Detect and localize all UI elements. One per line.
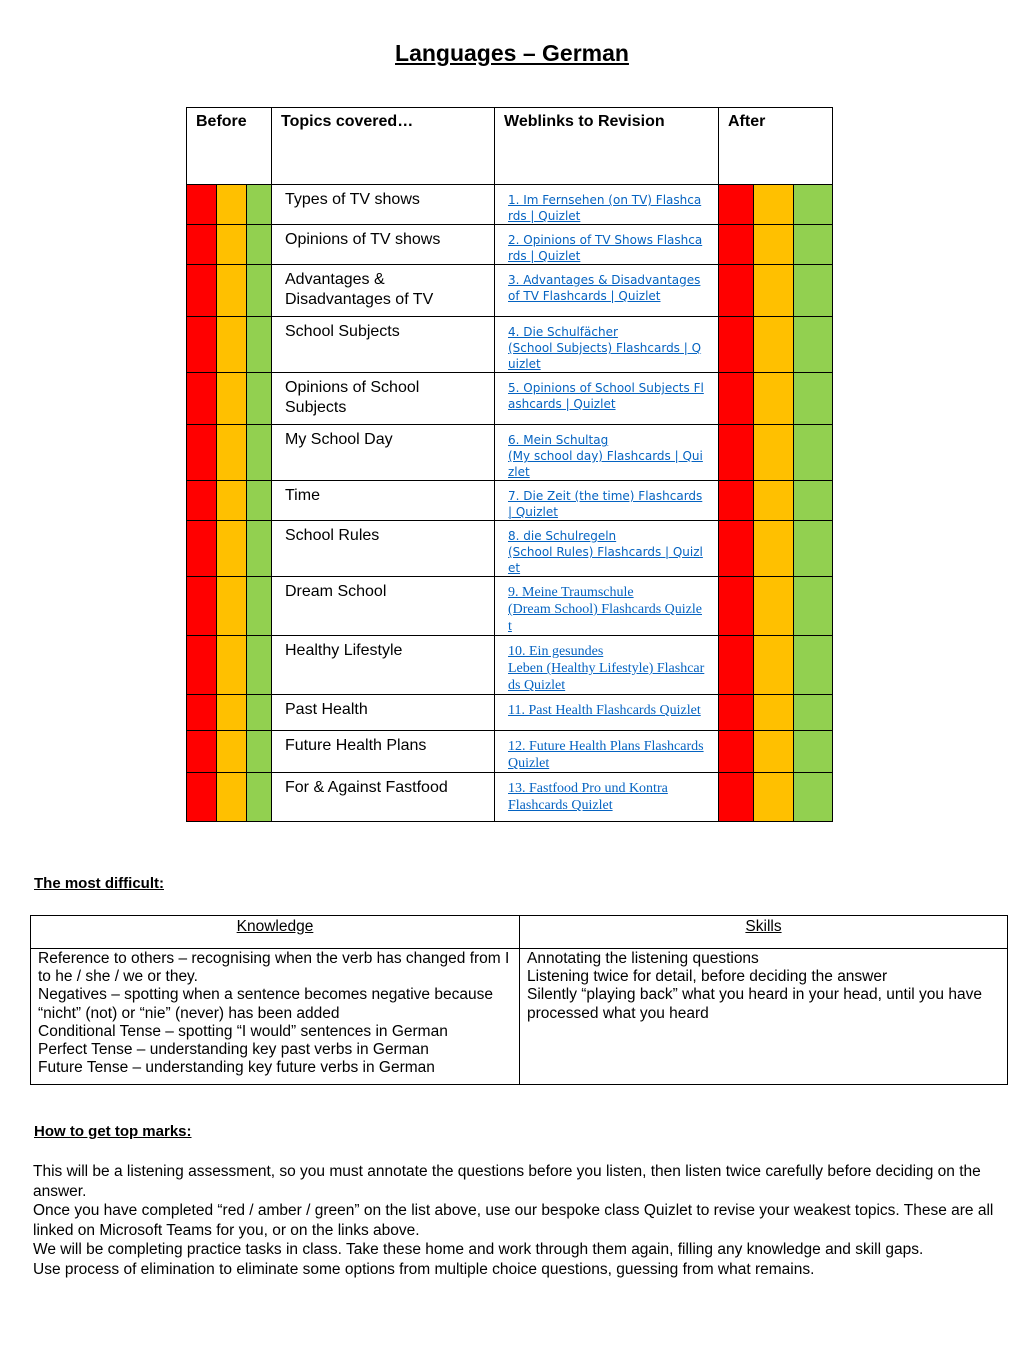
- after-red-cell[interactable]: [719, 636, 754, 695]
- link-text[interactable]: 10. Ein gesundes: [508, 644, 604, 659]
- topic-cell: School Subjects: [272, 317, 495, 373]
- topic-cell: Dream School: [272, 577, 495, 636]
- quizlet-link[interactable]: [508, 584, 705, 635]
- after-red-cell[interactable]: [719, 521, 754, 577]
- before-green-cell[interactable]: [247, 425, 272, 481]
- after-green-cell[interactable]: [794, 265, 833, 317]
- skills-header: Skills: [520, 916, 1008, 949]
- after-amber-cell[interactable]: [754, 185, 794, 225]
- link-text[interactable]: 1. Im Fernsehen (on TV) Flashcards | Quizlet: [508, 193, 702, 223]
- weblink-cell: [495, 185, 719, 225]
- after-amber-cell[interactable]: [754, 225, 794, 265]
- topic-cell: For & Against Fastfood: [272, 773, 495, 822]
- top-marks-paragraph: Once you have completed “red / amber / green” on the list above, use our bespoke class Quizlet to revise your weakest topics. These are all linked on Microsoft Teams for you, or on the links above.: [33, 1202, 994, 1239]
- before-red-cell[interactable]: [187, 317, 217, 373]
- knowledge-line: Future Tense – understanding key future verbs in German: [38, 1059, 435, 1077]
- after-green-cell[interactable]: [794, 773, 833, 822]
- after-green-cell[interactable]: [794, 636, 833, 695]
- after-amber-cell[interactable]: [754, 695, 794, 731]
- weblink-cell: [495, 425, 719, 481]
- before-amber-cell[interactable]: [217, 731, 247, 773]
- weblink-cell: [495, 317, 719, 373]
- quizlet-link[interactable]: [508, 738, 705, 772]
- before-green-cell[interactable]: [247, 731, 272, 773]
- before-green-cell[interactable]: [247, 773, 272, 822]
- skills-line: Silently “playing back” what you heard in your head, until you have processed what you heard: [527, 986, 982, 1022]
- weblink-cell: [495, 373, 719, 425]
- top-marks-paragraph: Use process of elimination to eliminate some options from multiple choice questions, guessing from what remains.: [33, 1260, 815, 1278]
- table-row: [187, 425, 833, 481]
- before-amber-cell[interactable]: [217, 577, 247, 636]
- weblink-cell: [495, 695, 719, 731]
- after-red-cell[interactable]: [719, 373, 754, 425]
- table-row: [187, 773, 833, 822]
- before-amber-cell[interactable]: [217, 521, 247, 577]
- after-red-cell[interactable]: [719, 695, 754, 731]
- weblink-cell: [495, 636, 719, 695]
- topic-cell: Advantages & Disadvantages of TV: [272, 265, 495, 317]
- topic-cell: Opinions of TV shows: [272, 225, 495, 265]
- skills-cell: [520, 949, 1008, 1085]
- knowledge-line: Reference to others – recognising when the verb has changed from I to he / she / we or they.: [38, 950, 510, 986]
- before-amber-cell[interactable]: [217, 185, 247, 225]
- before-green-cell[interactable]: [247, 373, 272, 425]
- after-green-cell[interactable]: [794, 185, 833, 225]
- after-amber-cell[interactable]: [754, 521, 794, 577]
- link-text[interactable]: 6. Mein Schultag: [508, 433, 609, 447]
- table-row: [187, 225, 833, 265]
- after-amber-cell[interactable]: [754, 425, 794, 481]
- before-red-cell[interactable]: [187, 481, 217, 521]
- most-difficult-heading: The most difficult:: [34, 875, 164, 892]
- link-text[interactable]: 11. Past Health Flashcards Quizlet: [508, 703, 701, 718]
- table-row: [187, 317, 833, 373]
- top-marks-heading: How to get top marks:: [34, 1123, 192, 1140]
- link-text[interactable]: (School Rules) Flashcards | Quizlet: [508, 545, 703, 575]
- table-row: [187, 577, 833, 636]
- link-text[interactable]: 13. Fastfood Pro und Kontra: [508, 781, 668, 796]
- topic-cell: Types of TV shows: [272, 185, 495, 225]
- table-row: [187, 185, 833, 225]
- after-red-cell[interactable]: [719, 425, 754, 481]
- page-title: Languages – German: [395, 40, 629, 66]
- before-amber-cell[interactable]: [217, 317, 247, 373]
- weblink-cell: [495, 731, 719, 773]
- weblink-cell: [495, 521, 719, 577]
- after-green-cell[interactable]: [794, 577, 833, 636]
- quizlet-link[interactable]: [508, 232, 705, 264]
- link-text[interactable]: (School Subjects) Flashcards | Quizlet: [508, 341, 702, 371]
- link-text[interactable]: 5. Opinions of School Subjects Flashcards | Quizlet: [508, 381, 704, 411]
- topic-cell: My School Day: [272, 425, 495, 481]
- quizlet-link[interactable]: [508, 324, 705, 372]
- top-marks-paragraph: This will be a listening assessment, so you must annotate the questions before you listen, then listen twice carefully before deciding on the answer.: [33, 1163, 981, 1200]
- skills-line: Listening twice for detail, before deciding the answer: [527, 968, 888, 986]
- before-header: Before: [187, 108, 272, 185]
- knowledge-line: Conditional Tense – spotting “I would” sentences in German: [38, 1022, 448, 1040]
- before-green-cell[interactable]: [247, 185, 272, 225]
- after-green-cell[interactable]: [794, 731, 833, 773]
- before-red-cell[interactable]: [187, 521, 217, 577]
- link-text[interactable]: (My school day) Flashcards | Quizlet: [508, 449, 703, 479]
- after-amber-cell[interactable]: [754, 373, 794, 425]
- after-green-cell[interactable]: [794, 521, 833, 577]
- link-text[interactable]: 8. die Schulregeln: [508, 529, 617, 543]
- before-amber-cell[interactable]: [217, 373, 247, 425]
- before-green-cell[interactable]: [247, 317, 272, 373]
- after-green-cell[interactable]: [794, 373, 833, 425]
- weblink-cell: [495, 265, 719, 317]
- quizlet-link[interactable]: [508, 380, 705, 412]
- after-red-cell[interactable]: [719, 481, 754, 521]
- after-green-cell[interactable]: [794, 695, 833, 731]
- after-amber-cell[interactable]: [754, 731, 794, 773]
- after-amber-cell[interactable]: [754, 773, 794, 822]
- after-red-cell[interactable]: [719, 731, 754, 773]
- after-amber-cell[interactable]: [754, 636, 794, 695]
- quizlet-link[interactable]: [508, 432, 705, 480]
- before-red-cell[interactable]: [187, 265, 217, 317]
- after-red-cell[interactable]: [719, 773, 754, 822]
- link-text[interactable]: (Dream School) Flashcards Quizlet: [508, 602, 702, 634]
- before-green-cell[interactable]: [247, 225, 272, 265]
- before-amber-cell[interactable]: [217, 481, 247, 521]
- link-text[interactable]: 7. Die Zeit (the time) Flashcards | Quizlet: [508, 489, 703, 519]
- after-amber-cell[interactable]: [754, 577, 794, 636]
- topics-header: Topics covered…: [272, 108, 495, 185]
- table-row: [187, 373, 833, 425]
- quizlet-link[interactable]: [508, 643, 705, 694]
- link-text[interactable]: 9. Meine Traumschule: [508, 585, 634, 600]
- after-green-cell[interactable]: [794, 225, 833, 265]
- topic-cell: Past Health: [272, 695, 495, 731]
- knowledge-line: Negatives – spotting when a sentence becomes negative because “nicht” (not) or “nie” (never) has been added: [38, 986, 493, 1022]
- quizlet-link[interactable]: [508, 702, 705, 719]
- link-text[interactable]: 4. Die Schulfächer: [508, 325, 618, 339]
- table-row: [187, 731, 833, 773]
- quizlet-link[interactable]: [508, 528, 705, 576]
- quizlet-link[interactable]: [508, 780, 705, 814]
- weblink-cell: [495, 225, 719, 265]
- before-green-cell[interactable]: [247, 695, 272, 731]
- weblinks-header: Weblinks to Revision: [495, 108, 719, 185]
- after-red-cell[interactable]: [719, 185, 754, 225]
- table-header-row: [187, 108, 833, 185]
- before-red-cell[interactable]: [187, 185, 217, 225]
- quizlet-link[interactable]: [508, 192, 705, 224]
- before-amber-cell[interactable]: [217, 773, 247, 822]
- before-green-cell[interactable]: [247, 265, 272, 317]
- link-text[interactable]: 12. Future Health Plans Flashcards Quizlet: [508, 739, 704, 771]
- before-red-cell[interactable]: [187, 636, 217, 695]
- quizlet-link[interactable]: [508, 488, 705, 520]
- after-amber-cell[interactable]: [754, 317, 794, 373]
- before-red-cell[interactable]: [187, 373, 217, 425]
- table-row: [187, 265, 833, 317]
- revision-tracker-table: [186, 107, 833, 822]
- before-amber-cell[interactable]: [217, 425, 247, 481]
- topic-cell: Healthy Lifestyle: [272, 636, 495, 695]
- after-header: After: [719, 108, 833, 185]
- before-green-cell[interactable]: [247, 521, 272, 577]
- skills-line: Annotating the listening questions: [527, 950, 759, 967]
- topic-cell: Future Health Plans: [272, 731, 495, 773]
- link-text[interactable]: Flashcards Quizlet: [508, 798, 613, 813]
- after-red-cell[interactable]: [719, 225, 754, 265]
- after-red-cell[interactable]: [719, 577, 754, 636]
- before-green-cell[interactable]: [247, 577, 272, 636]
- knowledge-skills-body-row: [31, 949, 1008, 1085]
- after-red-cell[interactable]: [719, 265, 754, 317]
- after-green-cell[interactable]: [794, 425, 833, 481]
- weblink-cell: [495, 773, 719, 822]
- before-amber-cell[interactable]: [217, 695, 247, 731]
- before-red-cell[interactable]: [187, 731, 217, 773]
- after-green-cell[interactable]: [794, 481, 833, 521]
- link-text[interactable]: 2. Opinions of TV Shows Flashcards | Quizlet: [508, 233, 703, 263]
- topic-cell: School Rules: [272, 521, 495, 577]
- link-text[interactable]: Leben (Healthy Lifestyle) Flashcards Quizlet: [508, 661, 705, 693]
- after-red-cell[interactable]: [719, 317, 754, 373]
- after-amber-cell[interactable]: [754, 481, 794, 521]
- top-marks-text: [33, 1162, 998, 1280]
- before-red-cell[interactable]: [187, 425, 217, 481]
- table-row: [187, 521, 833, 577]
- before-amber-cell[interactable]: [217, 265, 247, 317]
- before-green-cell[interactable]: [247, 481, 272, 521]
- after-amber-cell[interactable]: [754, 265, 794, 317]
- before-amber-cell[interactable]: [217, 636, 247, 695]
- knowledge-skills-table: [30, 915, 1008, 1085]
- before-red-cell[interactable]: [187, 773, 217, 822]
- table-row: [187, 636, 833, 695]
- knowledge-header: Knowledge: [31, 916, 520, 949]
- before-amber-cell[interactable]: [217, 225, 247, 265]
- knowledge-skills-header-row: [31, 916, 1008, 949]
- topic-cell: Opinions of School Subjects: [272, 373, 495, 425]
- before-green-cell[interactable]: [247, 636, 272, 695]
- knowledge-line: Perfect Tense – understanding key past verbs in German: [38, 1041, 429, 1059]
- topic-cell: Time: [272, 481, 495, 521]
- before-red-cell[interactable]: [187, 225, 217, 265]
- table-row: [187, 481, 833, 521]
- knowledge-cell: [31, 949, 520, 1085]
- table-row: [187, 695, 833, 731]
- link-text[interactable]: 3. Advantages & Disadvantages of TV Flashcards | Quizlet: [508, 273, 701, 303]
- weblink-cell: [495, 481, 719, 521]
- after-green-cell[interactable]: [794, 317, 833, 373]
- before-red-cell[interactable]: [187, 577, 217, 636]
- before-red-cell[interactable]: [187, 695, 217, 731]
- top-marks-paragraph: We will be completing practice tasks in class. Take these home and work through them again, filling any knowledge and skill gaps.: [33, 1241, 924, 1259]
- quizlet-link[interactable]: [508, 272, 705, 304]
- weblink-cell: [495, 577, 719, 636]
